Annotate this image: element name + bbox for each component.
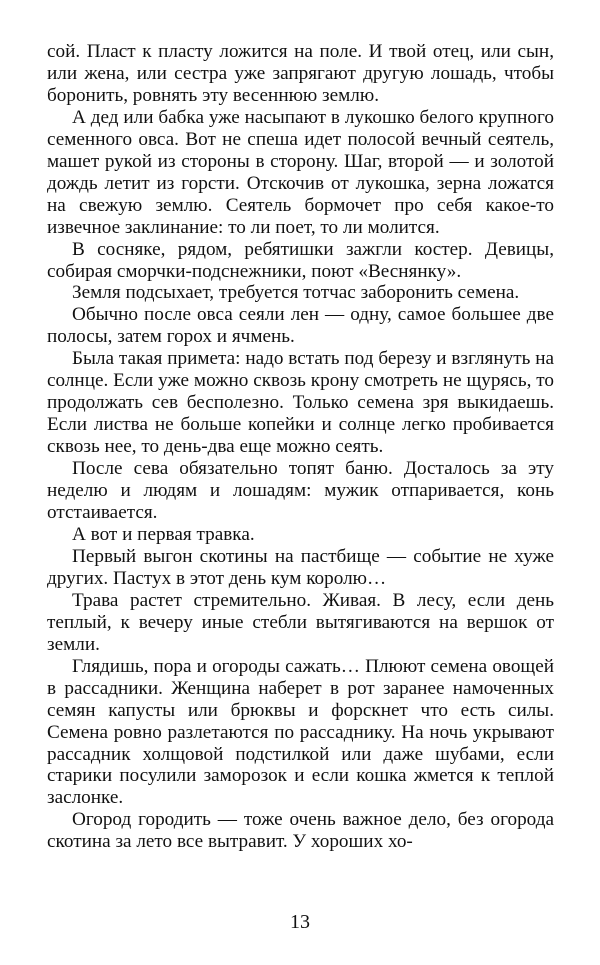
paragraph: Обычно после овса сеяли лен — одну, самое большее две полосы, затем горох и ячмень. [47,304,554,348]
paragraph: А вот и первая травка. [72,523,255,545]
paragraph: Первый выгон скотины на пастбище — событие не хуже других. Пастух в этот день кум королю… [47,545,554,589]
paragraph: После сева обязательно топят баню. Досталось за эту неделю и людям и лошадям: мужик отпаривается, конь отстаивается. [47,458,554,524]
paragraph: Трава растет стремительно. Живая. В лесу, если день теплый, к вечеру иные стебли вытягиваются на вершок от земли. [47,589,554,655]
paragraph: Глядишь, пора и огороды сажать… Плюют семена овощей в рассадники. Женщина наберет в рот заранее намоченных семян капусты или брюквы и форскнет что есть силы. Семена ровно разлетаются по рассаднику. На ночь укрывают рассадник холщовой подстилкой или даже шубами, если старики посулили заморозок и если кошка жмется к теплой заслонке. [47,655,554,809]
paragraph: В сосняке, рядом, ребятишки зажгли костер. Девицы, собирая сморчки-подснежники, поют «Веснянку». [47,238,554,282]
page-body-text [47,41,554,853]
paragraph: Была такая примета: надо встать под березу и взглянуть на солнце. Если уже можно сквозь крону смотреть не щурясь, то продолжать сев бесполезно. Только семена зря выкидаешь. Если листва не больше копейки и солнце легко пробивается сквозь нее, то день-два еще можно сеять. [47,348,554,458]
paragraph: А дед или бабка уже насыпают в лукошко белого крупного семенного овса. Вот не спеша идет полосой вечный сеятель, машет рукой из стороны в сторону. Шаг, второй — и золотой дождь летит из горсти. Отскочив от лукошка, зерна ложатся на свежую землю. Сеятель бормочет про себя какое-то извечное заклинание: то ли поет, то ли молится. [47,106,554,238]
page-number: 13 [290,911,310,933]
paragraph: Земля подсыхает, требуется тотчас заборонить семена. [72,282,520,304]
paragraph: сой. Пласт к пласту ложится на поле. И твой отец, или сын, или жена, или сестра уже запрягают другую лошадь, чтобы боронить, ровнять эту весеннюю землю. [47,41,554,106]
paragraph: Огород городить — тоже очень важное дело, без огорода скотина за лето все вытравит. У хороших хо- [47,809,554,853]
